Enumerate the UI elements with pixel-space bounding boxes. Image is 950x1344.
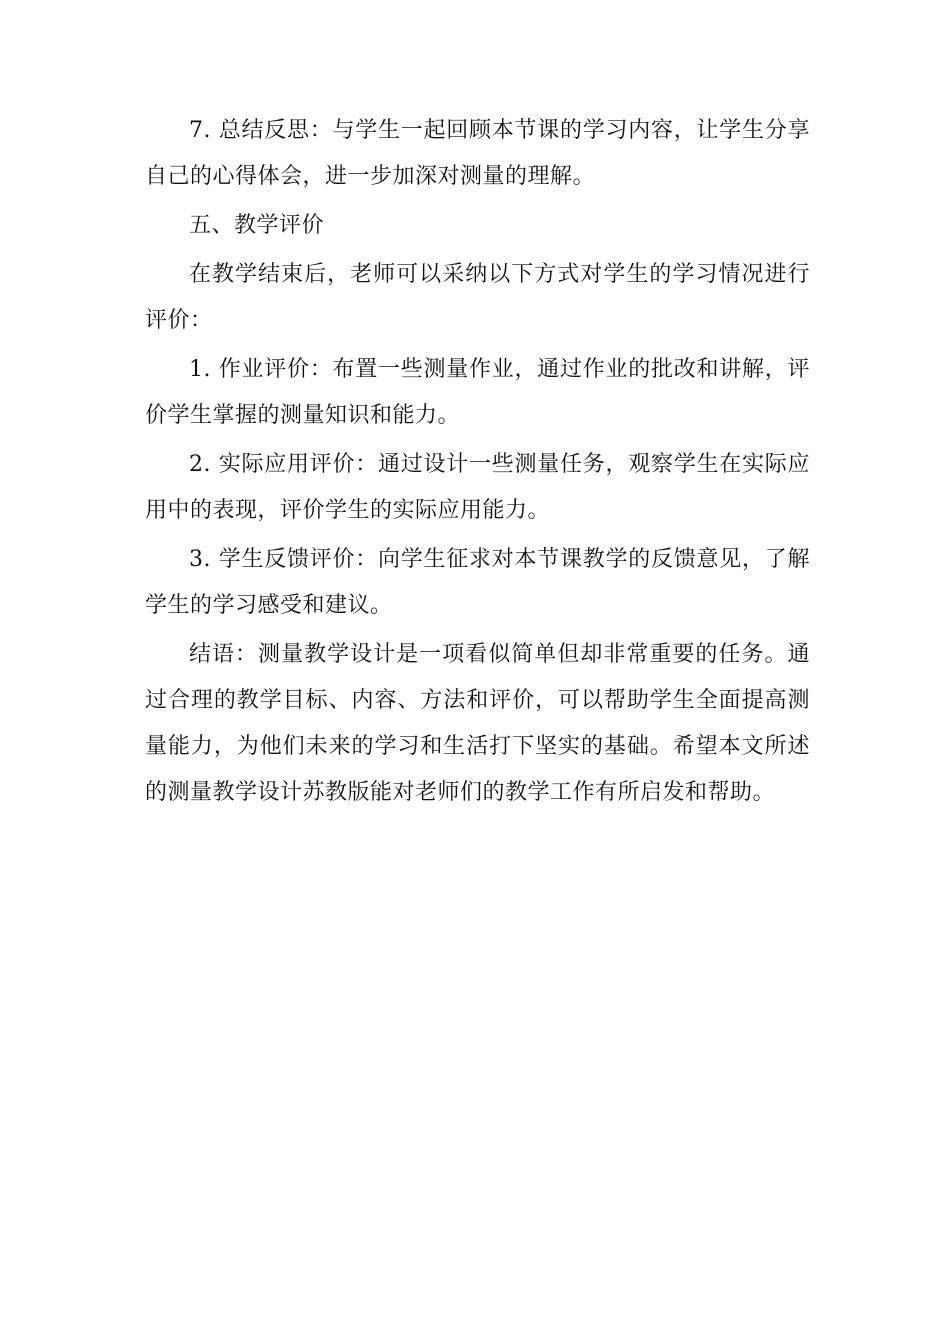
paragraph-homework-evaluation: 1. 作业评价：布置一些测量作业，通过作业的批改和讲解，评价学生掌握的测量知识和能力。: [145, 357, 810, 428]
document-body: [145, 108, 810, 819]
paragraph-practical-evaluation: 2. 实际应用评价：通过设计一些测量任务，观察学生在实际应用中的表现，评价学生的实际应用能力。: [145, 452, 810, 523]
paragraph-evaluation-intro: 在教学结束后，老师可以采纳以下方式对学生的学习情况进行评价：: [145, 262, 810, 333]
paragraph-summary-reflection: 7. 总结反思：与学生一起回顾本节课的学习内容，让学生分享自己的心得体会，进一步加深对测量的理解。: [145, 118, 810, 189]
paragraph-feedback-evaluation: 3. 学生反馈评价：向学生征求对本节课教学的反馈意见，了解学生的学习感受和建议。: [145, 547, 810, 618]
section-heading-teaching-evaluation: 五、教学评价: [189, 213, 325, 238]
paragraph-conclusion: 结语：测量教学设计是一项看似简单但却非常重要的任务。通过合理的教学目标、内容、方法和评价，可以帮助学生全面提高测量能力，为他们未来的学习和生活打下坚实的基础。希望本文所述的测量教学设计苏教版能对老师们的教学工作有所启发和帮助。: [145, 642, 810, 805]
